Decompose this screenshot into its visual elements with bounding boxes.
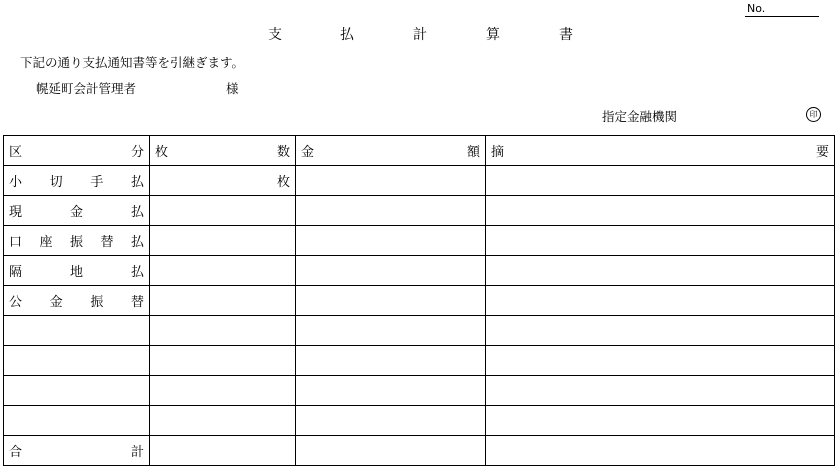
- row-amount-cell[interactable]: [296, 166, 486, 196]
- row-remarks-cell[interactable]: [486, 166, 835, 196]
- row-count-cell[interactable]: [150, 286, 296, 316]
- row-count-cell[interactable]: [150, 436, 296, 466]
- cell-label-char: 金: [69, 205, 83, 220]
- row-remarks-cell[interactable]: [486, 256, 835, 286]
- cell-label-char: 数: [276, 145, 290, 160]
- header-category: [4, 136, 150, 166]
- honorific-label: 様: [226, 81, 239, 96]
- table-row: [4, 166, 835, 196]
- row-amount-cell[interactable]: [296, 256, 486, 286]
- header-remarks: [486, 136, 835, 166]
- row-remarks-cell[interactable]: [486, 226, 835, 256]
- cell-label-char: 払: [130, 265, 144, 280]
- row-count-cell[interactable]: [150, 376, 296, 406]
- cell-label-char: 払: [130, 175, 144, 190]
- row-remarks-cell[interactable]: [486, 196, 835, 226]
- row-category-cell: [4, 286, 150, 316]
- cell-label-char: 口: [9, 235, 23, 250]
- row-amount-cell[interactable]: [296, 286, 486, 316]
- row-amount-cell[interactable]: [296, 316, 486, 346]
- table-header-row: [4, 136, 835, 166]
- row-category-cell: [4, 406, 150, 436]
- row-category-cell: [4, 346, 150, 376]
- cell-label-char: 分: [130, 145, 144, 160]
- cell-label-char: 枚: [155, 145, 169, 160]
- document-title-char: 支: [268, 27, 282, 43]
- cell-label-char: 手: [90, 175, 104, 190]
- cell-label-char: 払: [130, 235, 144, 250]
- cell-label-char: 隔: [9, 265, 23, 280]
- row-count-cell[interactable]: [150, 226, 296, 256]
- cell-label-char: 公: [9, 295, 23, 310]
- row-remarks-cell[interactable]: [486, 346, 835, 376]
- row-count-cell[interactable]: [150, 256, 296, 286]
- cell-label-char: 切: [49, 175, 63, 190]
- cell-label-char: 区: [9, 145, 23, 160]
- row-amount-cell[interactable]: [296, 436, 486, 466]
- cell-label-char: 合: [9, 445, 23, 460]
- cell-label-char: 座: [39, 235, 53, 250]
- cell-label-char: 現: [9, 205, 23, 220]
- row-count-cell[interactable]: [150, 196, 296, 226]
- payment-table: [3, 135, 835, 466]
- table-row: [4, 226, 835, 256]
- document-title-char: 払: [340, 27, 354, 43]
- row-category-cell: [4, 226, 150, 256]
- row-amount-cell[interactable]: [296, 196, 486, 226]
- intro-text: 下記の通り支払通知書等を引継ぎます。: [20, 55, 245, 70]
- row-amount-cell[interactable]: [296, 226, 486, 256]
- row-remarks-cell[interactable]: [486, 406, 835, 436]
- cell-label-char: 払: [130, 205, 144, 220]
- row-category-cell: [4, 316, 150, 346]
- header-count: [150, 136, 296, 166]
- cell-label-char: 振: [90, 295, 104, 310]
- row-count-cell[interactable]: [150, 346, 296, 376]
- row-remarks-cell[interactable]: [486, 286, 835, 316]
- table-row: [4, 436, 835, 466]
- row-count-cell[interactable]: [150, 406, 296, 436]
- table-row: [4, 376, 835, 406]
- cell-label-char: 金: [301, 145, 315, 160]
- row-category-cell: [4, 256, 150, 286]
- cell-label-char: 替: [130, 295, 144, 310]
- row-count-cell[interactable]: [150, 316, 296, 346]
- row-amount-cell[interactable]: [296, 376, 486, 406]
- row-remarks-cell[interactable]: [486, 436, 835, 466]
- document-title-char: 算: [486, 27, 500, 43]
- seal-icon: 印: [806, 107, 821, 122]
- document-title-char: 計: [413, 27, 427, 43]
- cell-label-char: 替: [100, 235, 114, 250]
- cell-label-char: 振: [69, 235, 83, 250]
- cell-label-char: 小: [9, 175, 23, 190]
- table-row: [4, 316, 835, 346]
- table-row: [4, 406, 835, 436]
- row-count-cell[interactable]: 枚: [150, 166, 296, 196]
- cell-label-char: 摘: [491, 145, 505, 160]
- cell-label-char: 額: [466, 145, 480, 160]
- cell-label-char: 金: [49, 295, 63, 310]
- cell-label-char: 地: [69, 265, 83, 280]
- header-amount: [296, 136, 486, 166]
- number-field-line: [745, 16, 819, 17]
- cell-label-char: 計: [130, 445, 144, 460]
- row-category-cell: [4, 436, 150, 466]
- table-row: [4, 286, 835, 316]
- addressee-label: 幌延町会計管理者: [36, 81, 137, 96]
- table-row: [4, 346, 835, 376]
- bank-label: 指定金融機関: [602, 109, 678, 124]
- row-category-cell: [4, 376, 150, 406]
- number-label: No.: [747, 2, 766, 15]
- table-row: [4, 256, 835, 286]
- cell-label-char: 要: [815, 145, 829, 160]
- row-amount-cell[interactable]: [296, 346, 486, 376]
- row-amount-cell[interactable]: [296, 406, 486, 436]
- row-remarks-cell[interactable]: [486, 316, 835, 346]
- row-category-cell: [4, 196, 150, 226]
- table-row: [4, 196, 835, 226]
- row-remarks-cell[interactable]: [486, 376, 835, 406]
- row-category-cell: [4, 166, 150, 196]
- document-title-char: 書: [559, 27, 573, 43]
